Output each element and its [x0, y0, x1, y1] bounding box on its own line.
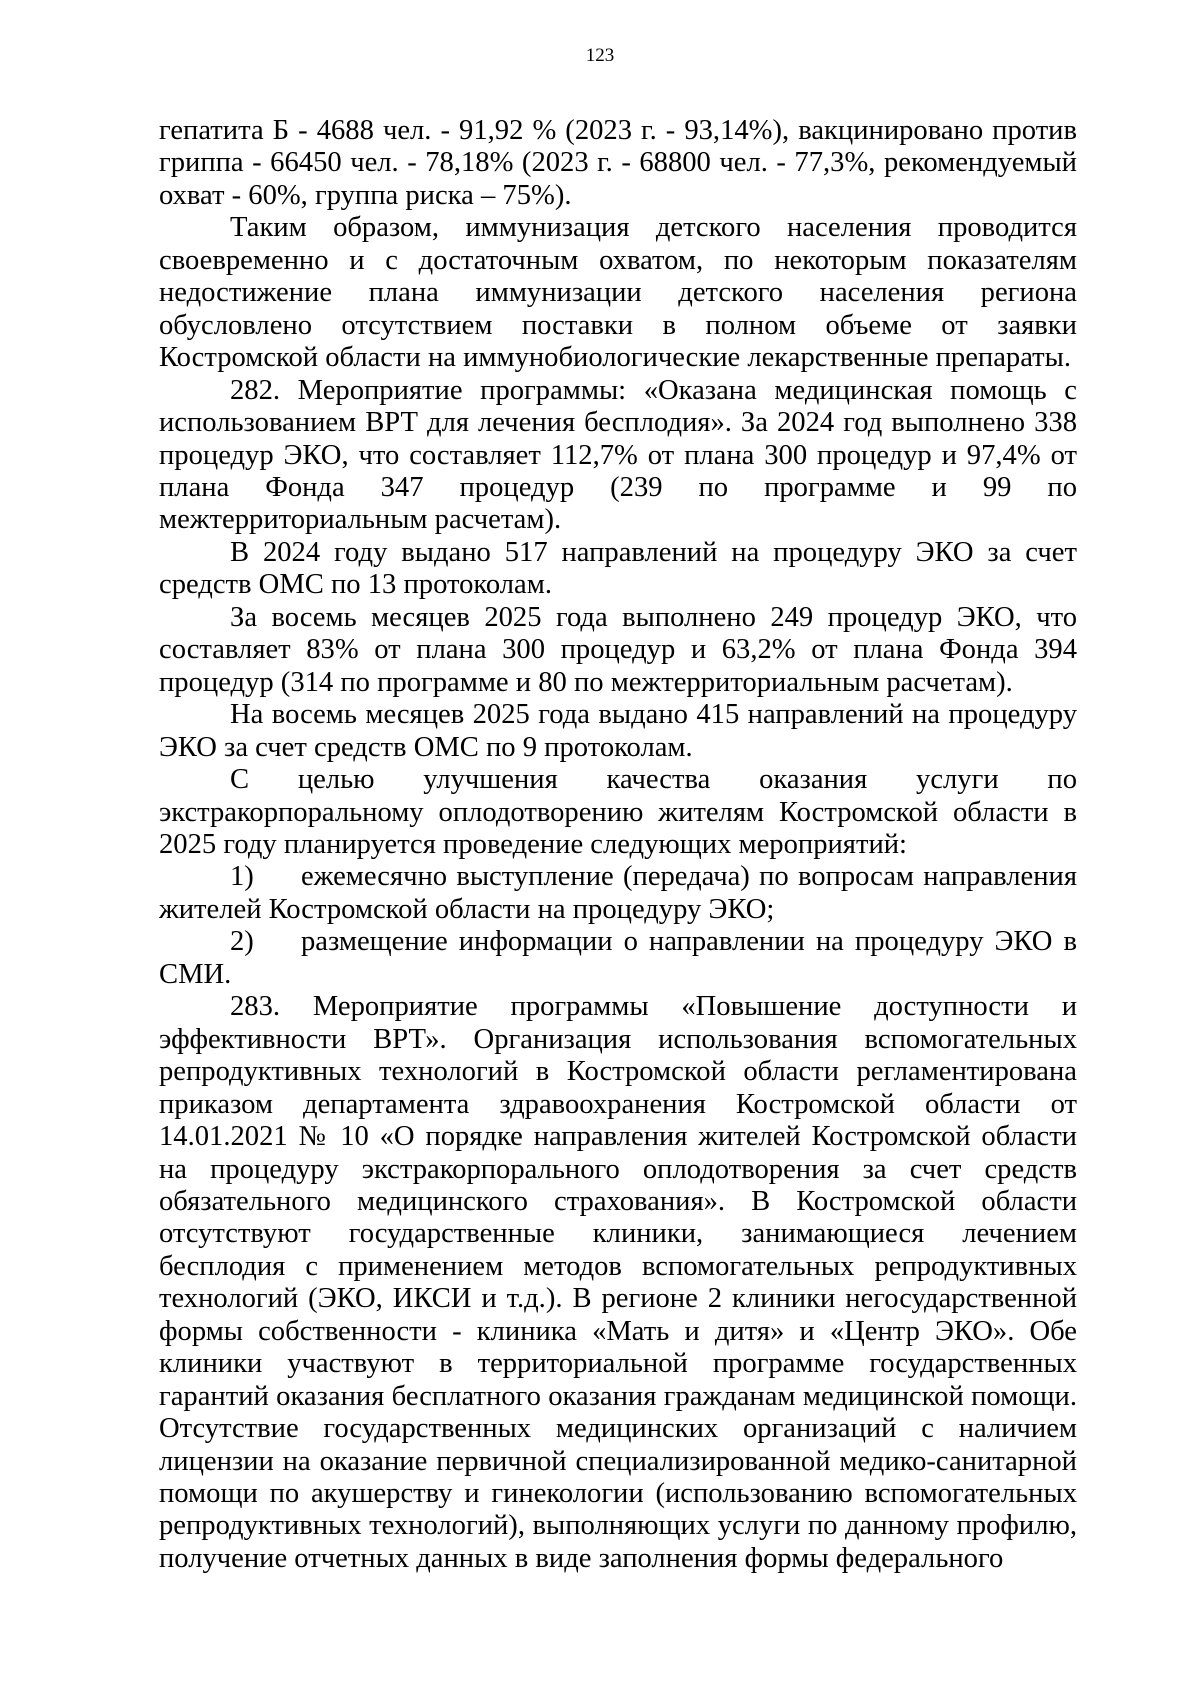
paragraph: За восемь месяцев 2025 года выполнено 249 процедур ЭКО, что составляет 83% от плана 300 процедур и 63,2% от плана Фонда 394 процедур (314 по программе и 80 по межтерриториальным расчетам).	[159, 601, 1077, 698]
list-item-number: 2)	[230, 926, 254, 958]
document-body	[159, 115, 1077, 1575]
paragraph: На восемь месяцев 2025 года выдано 415 направлений на процедуру ЭКО за счет средств ОМС по 9 протоколам.	[159, 699, 1077, 763]
list-item-text: ежемесячно выступление (передача) по вопросам направления жителей Костромской области на процедуру ЭКО;	[159, 861, 1077, 925]
paragraph: Таким образом, иммунизация детского населения проводится своевременно и с достаточным охватом, по некоторым показателям недостижение плана иммунизации детского населения региона обусловлено отсутствием поставки в полном объеме от заявки Костромской области на иммунобиологические лекарственные препараты.	[159, 212, 1077, 374]
list-item-number: 1)	[230, 861, 254, 893]
paragraph: 283. Мероприятие программы «Повышение доступности и эффективности ВРТ». Организация использования вспомогательных репродуктивных технологий в Костромской области регламентирована приказом департамента здравоохранения Костромской области от 14.01.2021 № 10 «О порядке направления жителей Костромской области на процедуру экстракорпорального оплодотворения за счет средств обязательного медицинского страхования». В Костромской области отсутствуют государственные клиники, занимающиеся лечением бесплодия с применением методов вспомогательных репродуктивных технологий (ЭКО, ИКСИ и т.д.). В регионе 2 клиники негосударственной формы собственности - клиника «Мать и дитя» и «Центр ЭКО». Обе клиники участвуют в территориальной программе государственных гарантий оказания бесплатного оказания гражданам медицинской помощи. Отсутствие государственных медицинских организаций с наличием лицензии на оказание первичной специализированной медико-санитарной помощи по акушерству и гинекологии (использованию вспомогательных репродуктивных технологий), выполняющих услуги по данному профилю, получение отчетных данных в виде заполнения формы федерального	[159, 991, 1077, 1574]
page-number: 123	[585, 45, 615, 66]
list-item-text: размещение информации о направлении на процедуру ЭКО в СМИ.	[159, 926, 1077, 990]
paragraph: гепатита Б - 4688 чел. - 91,92 % (2023 г. - 93,14%), вакцинировано против гриппа - 66450 чел. - 78,18% (2023 г. - 68800 чел. - 77,3%, рекомендуемый охват - 60%, группа риска – 75%).	[159, 115, 1077, 211]
list-item	[159, 861, 1077, 926]
list-item	[159, 926, 1077, 991]
paragraph: 282. Мероприятие программы: «Оказана медицинская помощь с использованием ВРТ для лечения бесплодия». За 2024 год выполнено 338 процедур ЭКО, что составляет 112,7% от плана 300 процедур и 97,4% от плана Фонда 347 процедур (239 по программе и 99 по межтерриториальным расчетам).	[159, 374, 1077, 536]
paragraph: В 2024 году выдано 517 направлений на процедуру ЭКО за счет средств ОМС по 13 протоколам.	[159, 536, 1077, 601]
paragraph: С целью улучшения качества оказания услуги по экстракорпоральному оплодотворению жителям Костромской области в 2025 году планируется проведение следующих мероприятий:	[159, 764, 1077, 860]
